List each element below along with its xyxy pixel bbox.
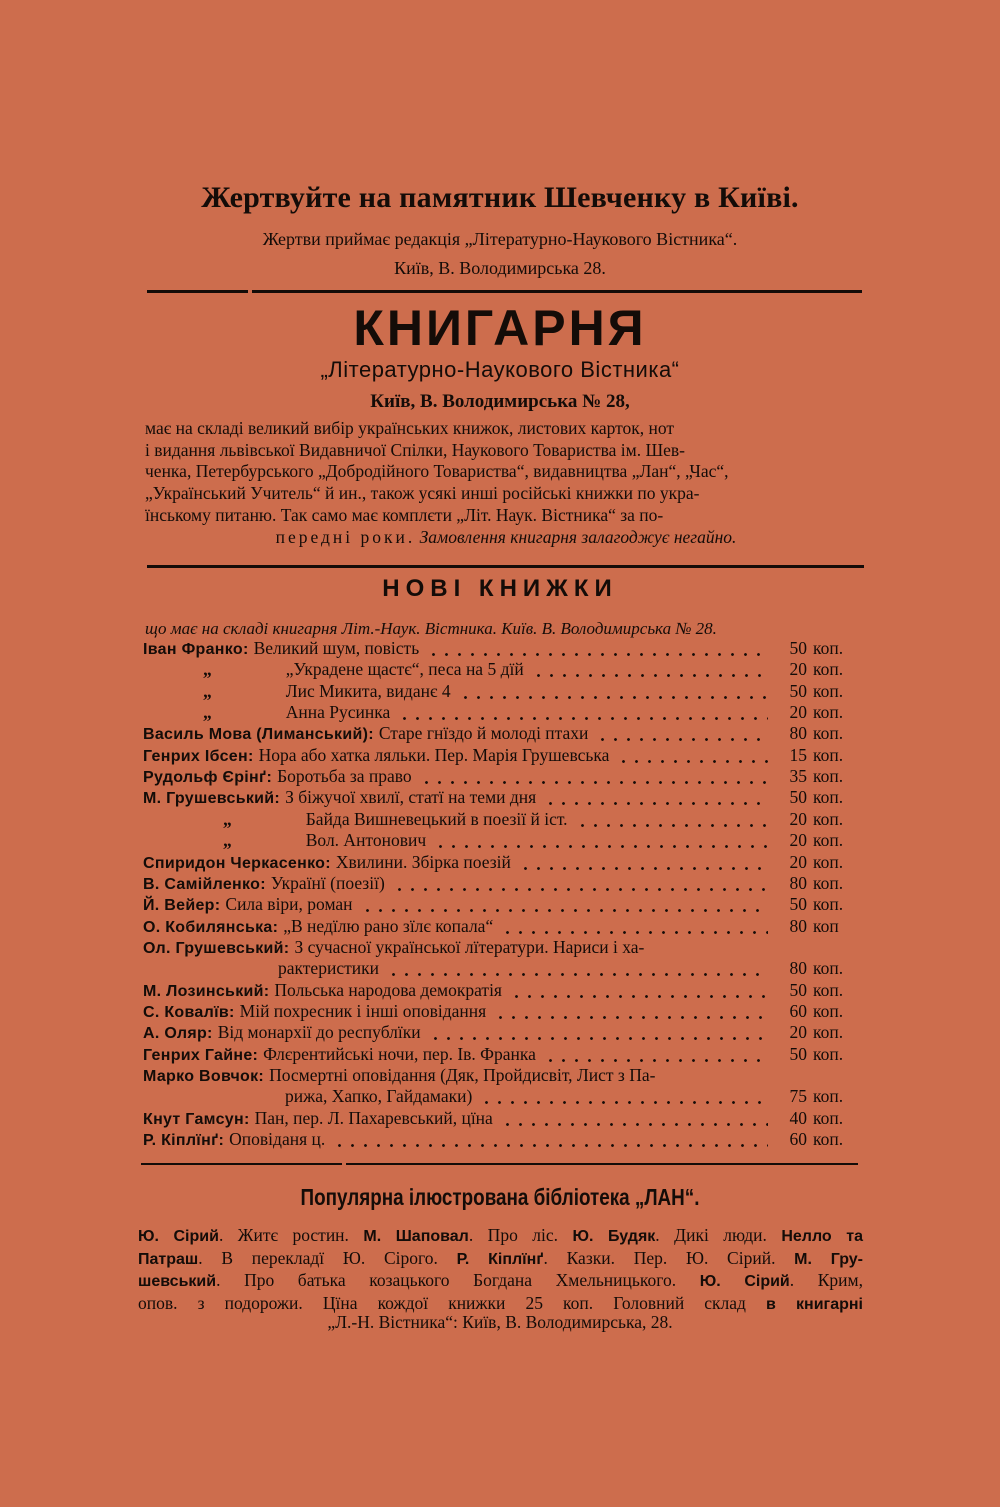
book-title: Вол. Антонович xyxy=(305,830,427,851)
divider xyxy=(252,290,862,293)
leader-dots xyxy=(519,852,768,873)
book-author: Кнут Гамсун: xyxy=(143,1110,250,1128)
library-last-line: „Л.-Н. Вістника“: Київ, В. Володимирська, 28. xyxy=(327,1312,673,1332)
price-unit: коп. xyxy=(813,787,844,808)
price-unit: коп. xyxy=(813,872,844,893)
book-title: Мій похресник і інші оповідання xyxy=(239,1000,487,1021)
library-text: . Казки. Пер. Ю. Сірий. xyxy=(543,1247,795,1268)
book-title: Великий шум, повість xyxy=(253,638,420,658)
description-note: Замовлення книгарня залагоджує негайно. xyxy=(419,526,737,547)
leader-dots xyxy=(510,980,768,1001)
book-title: Сила віри, роман xyxy=(225,894,353,915)
ditto-mark: „ xyxy=(223,808,232,829)
book-price: 20 xyxy=(789,808,807,829)
book-title: Байда Вишневецький в поезії й іст. xyxy=(305,808,568,829)
book-title: рижа, Хапко, Гайдамаки) xyxy=(285,1086,473,1107)
library-author: шевський xyxy=(138,1273,217,1291)
book-author: О. Кобилянська: xyxy=(143,918,279,936)
book-price: 80 xyxy=(789,723,807,744)
book-row xyxy=(143,1108,863,1129)
book-title: Українї (поезії) xyxy=(270,872,385,893)
leader-dots xyxy=(596,723,768,744)
book-title: Анна Русинка xyxy=(285,702,391,723)
book-author: М. Лозинський: xyxy=(143,982,270,1000)
leader-dots xyxy=(501,916,768,937)
price-unit: коп. xyxy=(813,638,844,658)
book-row xyxy=(143,745,863,766)
description-line: їнському питаню. Так само має комплєти „Літ. Наук. Вістника“ за по- xyxy=(145,504,664,525)
divider xyxy=(147,565,864,568)
book-row xyxy=(143,852,863,873)
library-author: в книгарні xyxy=(766,1296,863,1314)
appeal-line2: Київ, В. Володимирська 28. xyxy=(394,258,606,278)
book-title: Посмертні оповідання (Дяк, Пройдисвіт, Лист з Па- xyxy=(269,1065,656,1085)
library-author: Нелло та xyxy=(781,1228,863,1245)
book-author: Ол. Грушевський: xyxy=(143,939,290,957)
book-row xyxy=(143,1044,863,1065)
book-price: 50 xyxy=(789,638,807,658)
book-row xyxy=(143,809,863,830)
book-author: С. Ковалїв: xyxy=(143,1003,235,1021)
leader-dots xyxy=(420,766,768,787)
price-unit: коп. xyxy=(813,702,844,723)
book-title: „Украдене щастє“, песа на 5 дїй xyxy=(285,659,524,680)
ditto-mark: „ xyxy=(203,659,212,680)
price-unit: коп xyxy=(813,915,839,936)
book-row xyxy=(143,766,863,787)
leader-dots xyxy=(494,1001,768,1022)
book-row xyxy=(143,894,863,915)
book-price: 60 xyxy=(789,1129,807,1150)
library-author: М. Шаповал xyxy=(363,1228,469,1245)
book-row xyxy=(143,702,863,723)
book-title: З сучасної української лїтератури. Нариси і ха- xyxy=(294,936,645,957)
book-author: Марко Вовчок: xyxy=(143,1068,265,1085)
leader-dots xyxy=(617,745,768,766)
book-author: А. Оляр: xyxy=(143,1025,213,1043)
price-unit: коп. xyxy=(813,723,844,744)
book-author: Василь Мова (Лиманський): xyxy=(143,726,374,744)
book-author: М. Грушевський: xyxy=(143,790,281,808)
leader-dots xyxy=(434,830,768,851)
book-price: 80 xyxy=(789,915,807,936)
appeal-line1: Жертви приймає редакція „Літературно-Наукового Вістника“. xyxy=(262,229,738,249)
price-unit: коп. xyxy=(813,1107,844,1128)
book-title: Старе гнїздо й молоді птахи xyxy=(378,723,589,744)
leader-dots xyxy=(387,958,768,979)
ditto-mark: „ xyxy=(203,680,212,701)
price-unit: коп. xyxy=(813,830,844,851)
library-author: М. Гру- xyxy=(794,1250,863,1268)
leader-dots xyxy=(576,809,768,830)
price-unit: коп. xyxy=(813,1043,844,1064)
book-title: Лис Микита, виданє 4 xyxy=(285,680,451,701)
library-text: . Житє ростин. xyxy=(218,1225,364,1245)
leader-dots xyxy=(544,1044,768,1065)
description-text: передні роки. xyxy=(275,526,416,547)
description-line-last xyxy=(145,527,867,549)
book-price: 80 xyxy=(789,958,807,979)
divider xyxy=(346,1163,858,1165)
book-title: Боротьба за право xyxy=(277,766,412,787)
book-price: 40 xyxy=(789,1107,807,1128)
library-author: Ю. Сірий xyxy=(138,1228,219,1245)
book-price: 50 xyxy=(789,894,807,915)
book-title: Пан, пер. Л. Пахаревський, цїна xyxy=(254,1107,493,1128)
divider xyxy=(147,290,248,293)
book-author: Іван Франко: xyxy=(143,641,249,658)
price-unit: коп. xyxy=(813,1000,844,1021)
library-text: . Дикі люди. xyxy=(655,1225,782,1245)
book-row xyxy=(143,1129,863,1150)
library-text: . Крим, xyxy=(789,1270,863,1291)
book-row xyxy=(143,1065,863,1086)
price-unit: коп. xyxy=(813,680,844,701)
leader-dots xyxy=(393,873,768,894)
description-line: має на складі великий вибір українських книжок, листових карток, нот xyxy=(145,418,675,438)
leader-dots xyxy=(427,638,768,659)
book-row xyxy=(143,659,863,680)
price-unit: коп. xyxy=(813,1129,844,1150)
book-title: Нора або хатка ляльки. Пер. Марія Грушевська xyxy=(258,744,610,765)
library-heading: Популярна ілюстрована бібліотека „ЛАН“. xyxy=(300,1184,700,1210)
book-price: 15 xyxy=(789,744,807,765)
book-title: Польська народова демократія xyxy=(274,979,502,1000)
price-unit: коп. xyxy=(813,894,844,915)
new-books-heading: НОВІ КНИЖКИ xyxy=(382,575,618,602)
leader-dots xyxy=(398,702,768,723)
new-books-intro: що має на складі книгарня Літ.-Наук. Вістника. Київ. В. Володимирська № 28. xyxy=(145,619,717,638)
book-row xyxy=(143,830,863,851)
book-price: 20 xyxy=(789,1022,807,1043)
book-title: рактеристики xyxy=(278,958,379,979)
description-line: ченка, Петербурського „Добродійного Товариства“, видавництва „Лан“, „Час“, xyxy=(145,461,729,482)
book-author: Спиридон Черкасенко: xyxy=(143,854,331,872)
leader-dots xyxy=(459,681,768,702)
price-unit: коп. xyxy=(813,851,844,872)
book-price: 20 xyxy=(789,659,807,680)
price-unit: коп. xyxy=(813,659,844,680)
library-author: Ю. Будяк xyxy=(572,1228,656,1245)
book-author: Генрих Ібсен: xyxy=(143,747,254,765)
book-title: „В недїлю рано зїлє копала“ xyxy=(283,915,494,936)
book-author: Й. Вейер: xyxy=(143,897,221,915)
book-row xyxy=(143,937,863,958)
book-price: 35 xyxy=(789,766,807,787)
book-row xyxy=(143,1001,863,1022)
book-price: 20 xyxy=(789,702,807,723)
ditto-mark: „ xyxy=(203,702,212,723)
book-author: В. Самійленко: xyxy=(143,875,266,893)
book-row xyxy=(143,787,863,808)
book-row xyxy=(143,916,863,937)
library-body xyxy=(138,1225,863,1316)
leader-dots xyxy=(333,1129,768,1150)
leader-dots xyxy=(361,894,768,915)
book-title: Оповіданя ц. xyxy=(229,1129,326,1150)
book-price: 50 xyxy=(789,1043,807,1064)
book-title: Від монархії до республїки xyxy=(217,1022,421,1043)
divider xyxy=(141,1163,342,1165)
description-line: і видання львівської Видавничої Спілки, Наукового Товариства ім. Шев- xyxy=(145,439,685,460)
ditto-mark: „ xyxy=(223,830,232,851)
book-row xyxy=(143,723,863,744)
library-line xyxy=(138,1248,863,1271)
leader-dots xyxy=(429,1022,768,1043)
book-title: Флєрентийські ночи, пер. Ів. Франка xyxy=(263,1043,536,1064)
book-author: Рудольф Єрінґ: xyxy=(143,769,273,787)
library-line xyxy=(138,1225,863,1248)
book-title: Хвилини. Збірка поезій xyxy=(335,851,511,872)
price-unit: коп. xyxy=(813,958,844,979)
price-unit: коп. xyxy=(813,1022,844,1043)
leader-dots xyxy=(501,1108,768,1129)
library-text: . Про ліс. xyxy=(468,1225,573,1245)
book-price: 50 xyxy=(789,680,807,701)
book-price: 75 xyxy=(789,1086,807,1107)
bookstore-title: КНИГАРНЯ xyxy=(353,300,647,356)
book-row xyxy=(143,873,863,894)
book-row xyxy=(143,681,863,702)
price-unit: коп. xyxy=(813,808,844,829)
book-row xyxy=(143,638,863,659)
library-text: опов. з подорожи. Цїна кождої книжки 25 коп. Головний склад xyxy=(138,1293,767,1314)
leader-dots xyxy=(532,659,768,680)
library-text: . Про батька козацького Богдана Хмельницького. xyxy=(216,1270,700,1291)
library-text: . В перекладї Ю. Сірого. xyxy=(198,1247,457,1268)
book-author: Р. Кіплїнґ: xyxy=(143,1132,225,1150)
book-row xyxy=(143,1022,863,1043)
library-author: Патраш xyxy=(138,1250,199,1268)
book-price: 60 xyxy=(789,1000,807,1021)
book-row xyxy=(143,980,863,1001)
library-author: Р. Кіплїнґ xyxy=(456,1250,544,1268)
price-unit: коп. xyxy=(813,744,844,765)
bookstore-address: Київ, В. Володимирська № 28, xyxy=(370,391,630,412)
library-line xyxy=(138,1270,863,1293)
price-unit: коп. xyxy=(813,979,844,1000)
bookstore-description xyxy=(145,418,867,548)
appeal-headline: Жертвуйте на памятник Шевченку в Київі. xyxy=(201,181,799,214)
book-price: 20 xyxy=(789,851,807,872)
library-author: Ю. Сірий xyxy=(699,1273,790,1291)
book-row xyxy=(143,1086,863,1107)
bookstore-subtitle: „Літературно-Наукового Вістника“ xyxy=(320,357,680,382)
book-price: 50 xyxy=(789,787,807,808)
book-price: 80 xyxy=(789,872,807,893)
leader-dots xyxy=(480,1086,768,1107)
leader-dots xyxy=(544,787,768,808)
price-unit: коп. xyxy=(813,1086,844,1107)
price-unit: коп. xyxy=(813,766,844,787)
book-price: 20 xyxy=(789,830,807,851)
book-title: З біжучої хвилї, статї на теми дня xyxy=(285,787,537,808)
book-price: 50 xyxy=(789,979,807,1000)
description-line: „Український Учитель“ й ин., також усякі инші російські книжки по укра- xyxy=(145,483,700,504)
book-row xyxy=(143,958,863,979)
book-author: Генрих Гайне: xyxy=(143,1046,259,1064)
